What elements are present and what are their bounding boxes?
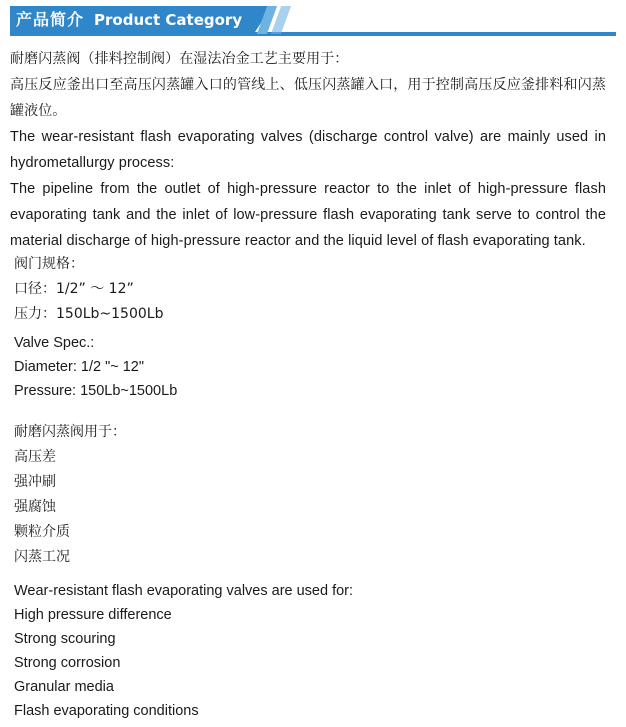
uses-cn-item: 颗粒介质 — [14, 524, 70, 540]
uses-cn-item: 闪蒸工况 — [14, 549, 70, 565]
section-title — [16, 9, 242, 31]
uses-en-title: Wear-resistant flash evaporating valves are used for: — [14, 583, 354, 599]
spec-en-diameter: Diameter: 1/2 "~ 12" — [14, 359, 144, 375]
spec-cn-pressure: 压力：150Lb~1500Lb — [14, 306, 164, 322]
section-title-cn: 产品简介 — [16, 10, 85, 29]
section-header — [10, 6, 626, 36]
uses-cn-block — [14, 420, 604, 570]
uses-cn-title: 耐磨闪蒸阀用于： — [14, 424, 126, 440]
uses-cn-item: 强腐蚀 — [14, 499, 56, 515]
intro-cn-line1: 耐磨闪蒸阀（排料控制阀）在湿法冶金工艺主要用于： — [10, 51, 349, 67]
spec-cn-block — [14, 252, 604, 327]
intro-en-line2: The pipeline from the outlet of high-pressure reactor to the inlet of high-pressure flash evaporating tank and the inlet of low-pressure flash evaporating tank serve to control the material discharge of high-pressure reactor and the liquid level of flash evaporating tank. — [10, 181, 606, 249]
section-title-en: Product Category — [94, 11, 243, 29]
spec-cn-title: 阀门规格： — [14, 256, 84, 272]
uses-en-item: Strong scouring — [14, 631, 116, 647]
intro-cn-line2: 高压反应釜出口至高压闪蒸罐入口的管线上、低压闪蒸罐入口，用于控制高压反应釜排料和闪蒸罐液位。 — [10, 77, 606, 119]
uses-en-item: Flash evaporating conditions — [14, 703, 199, 719]
uses-cn-item: 强冲刷 — [14, 474, 56, 490]
spec-en-block — [14, 331, 604, 403]
uses-en-item: High pressure difference — [14, 607, 172, 623]
intro-block — [10, 46, 606, 254]
intro-en-line1: The wear-resistant flash evaporating valves (discharge control valve) are mainly used in hydrometallurgy process: — [10, 129, 606, 171]
uses-en-item: Granular media — [14, 679, 114, 695]
spec-cn-diameter: 口径：1/2” ～ 12” — [14, 281, 134, 297]
uses-cn-item: 高压差 — [14, 449, 56, 465]
uses-en-block — [14, 579, 604, 723]
spec-en-title: Valve Spec.: — [14, 335, 95, 351]
uses-en-item: Strong corrosion — [14, 655, 121, 671]
spec-en-pressure: Pressure: 150Lb~1500Lb — [14, 383, 178, 399]
